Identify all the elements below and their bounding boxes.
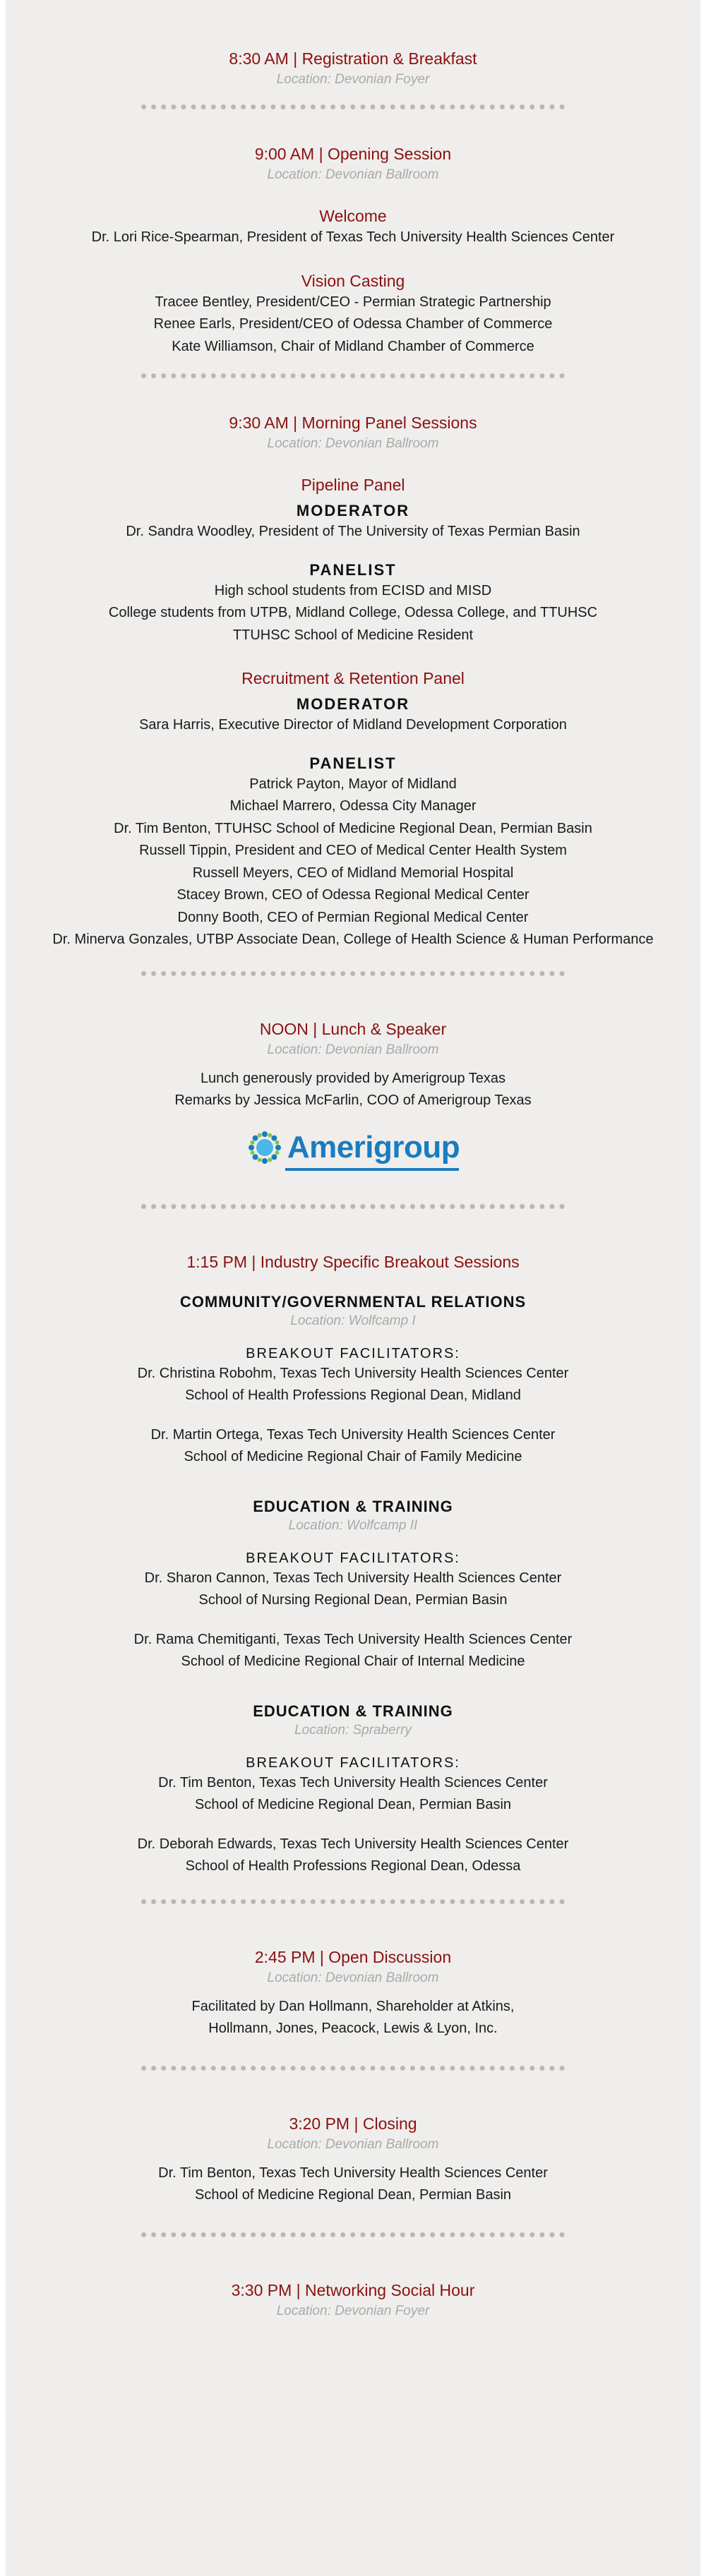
dotted-divider <box>141 971 565 976</box>
closing-line: School of Medicine Regional Dean, Permian Basin <box>194 2187 512 2203</box>
dotted-divider <box>141 104 565 109</box>
logo-underline <box>285 1168 459 1171</box>
session-time: 3:30 PM | Networking Social Hour <box>231 2280 475 2299</box>
facilitator-line: Dr. Tim Benton, Texas Tech University Health Sciences Center <box>158 1774 548 1790</box>
discussion-line: Facilitated by Dan Hollmann, Shareholder at Atkins, <box>191 1998 515 2014</box>
closing-line: Dr. Tim Benton, Texas Tech University Health Sciences Center <box>158 2165 548 2181</box>
moderator-label: MODERATOR <box>296 695 410 713</box>
agenda <box>6 0 700 2321</box>
facilitator-line: Dr. Sharon Cannon, Texas Tech University Health Sciences Center <box>144 1570 562 1586</box>
breakout-location: Location: Wolfcamp II <box>288 1517 418 1533</box>
facilitators-label: BREAKOUT FACILITATORS: <box>246 1755 460 1771</box>
session-time: 2:45 PM | Open Discussion <box>254 1947 452 1966</box>
session-time: 9:30 AM | Morning Panel Sessions <box>229 414 477 432</box>
session-time: NOON | Lunch & Speaker <box>259 1019 447 1038</box>
facilitator-line: Dr. Christina Robohm, Texas Tech University Health Sciences Center <box>137 1365 569 1381</box>
speaker-line: Dr. Lori Rice-Spearman, President of Texas Tech University Health Sciences Center <box>91 229 615 245</box>
facilitator-line: Dr. Rama Chemitiganti, Texas Tech University Health Sciences Center <box>133 1631 573 1647</box>
moderator-name: Sara Harris, Executive Director of Midland Development Corporation <box>139 717 567 733</box>
panelist-name: Dr. Minerva Gonzales, UTBP Associate Dean, College of Health Science & Human Performance <box>52 932 654 947</box>
dotted-divider <box>141 1899 565 1904</box>
dotted-divider <box>141 2066 565 2071</box>
session-location: Location: Devonian Foyer <box>276 72 430 87</box>
facilitator-line: School of Medicine Regional Chair of Family Medicine <box>184 1449 522 1464</box>
lunch-line: Remarks by Jessica McFarlin, COO of Amerigroup Texas <box>174 1093 532 1108</box>
breakout-title: EDUCATION & TRAINING <box>253 1702 453 1720</box>
panelist-name: Stacey Brown, CEO of Odessa Regional Medical Center <box>176 887 530 903</box>
discussion-line: Hollmann, Jones, Peacock, Lewis & Lyon, Inc. <box>208 2021 498 2036</box>
panelist-name: Russell Meyers, CEO of Midland Memorial Hospital <box>192 865 514 881</box>
breakout-title: COMMUNITY/GOVERNMENTAL RELATIONS <box>179 1292 527 1311</box>
dotted-divider <box>141 373 565 378</box>
subsession-title: Welcome <box>319 207 387 225</box>
panelist-name: TTUHSC School of Medicine Resident <box>232 627 474 643</box>
panelist-label: PANELIST <box>309 754 397 772</box>
facilitator-line: School of Health Professions Regional Dean, Midland <box>185 1388 521 1403</box>
panelist-label: PANELIST <box>309 560 397 579</box>
session-location: Location: Devonian Ballroom <box>267 1970 439 1985</box>
logo-wordmark: Amerigroup <box>287 1129 460 1164</box>
breakout-title: EDUCATION & TRAINING <box>253 1497 453 1515</box>
session-location: Location: Devonian Ballroom <box>267 436 439 451</box>
panel-title: Pipeline Panel <box>301 476 405 494</box>
sponsor-logo <box>6 1129 700 1179</box>
facilitator-line: School of Medicine Regional Dean, Permian Basin <box>194 1797 512 1812</box>
facilitator-line: School of Medicine Regional Chair of Internal Medicine <box>181 1654 525 1669</box>
session-location: Location: Devonian Ballroom <box>267 167 439 182</box>
lunch-line: Lunch generously provided by Amerigroup Texas <box>200 1070 506 1086</box>
facilitators-label: BREAKOUT FACILITATORS: <box>246 1345 460 1361</box>
breakout-location: Location: Spraberry <box>294 1722 412 1738</box>
panel-title: Recruitment & Retention Panel <box>241 669 465 687</box>
session-location: Location: Devonian Ballroom <box>267 1042 439 1057</box>
subsession-title: Vision Casting <box>301 271 405 290</box>
speaker-line: Kate Williamson, Chair of Midland Chamber of Commerce <box>172 338 534 354</box>
moderator-name: Dr. Sandra Woodley, President of The University of Texas Permian Basin <box>126 524 580 539</box>
session-time: 1:15 PM | Industry Specific Breakout Sessions <box>186 1252 520 1271</box>
dotted-divider <box>141 2232 565 2237</box>
agenda-card <box>6 0 700 2576</box>
moderator-label: MODERATOR <box>296 502 410 519</box>
panelist-name: Dr. Tim Benton, TTUHSC School of Medicine Regional Dean, Permian Basin <box>114 820 592 836</box>
panelist-name: Patrick Payton, Mayor of Midland <box>249 776 457 792</box>
panelist-name: Donny Booth, CEO of Permian Regional Medical Center <box>177 909 529 925</box>
session-time: 9:00 AM | Opening Session <box>254 145 452 163</box>
session-location: Location: Devonian Ballroom <box>267 2136 439 2152</box>
panelist-name: High school students from ECISD and MISD <box>214 582 492 598</box>
panelist-name: Russell Tippin, President and CEO of Medical Center Health System <box>139 843 567 858</box>
panelist-name: Michael Marrero, Odessa City Manager <box>229 798 477 814</box>
session-time: 8:30 AM | Registration & Breakfast <box>229 49 477 68</box>
session-time: 3:20 PM | Closing <box>289 2114 417 2133</box>
panelist-name: College students from UTPB, Midland College, Odessa College, and TTUHSC <box>108 605 598 620</box>
speaker-line: Renee Earls, President/CEO of Odessa Chamber of Commerce <box>153 316 553 332</box>
facilitators-label: BREAKOUT FACILITATORS: <box>246 1550 460 1566</box>
sunburst-icon <box>246 1129 283 1166</box>
facilitator-line: Dr. Martin Ortega, Texas Tech University Health Sciences Center <box>150 1426 556 1443</box>
facilitator-line: School of Health Professions Regional Dean, Odessa <box>185 1858 521 1874</box>
facilitator-line: School of Nursing Regional Dean, Permian Basin <box>198 1592 508 1608</box>
dotted-divider <box>141 1204 565 1209</box>
speaker-line: Tracee Bentley, President/CEO - Permian Strategic Partnership <box>155 294 551 310</box>
facilitator-line: Dr. Deborah Edwards, Texas Tech University Health Sciences Center <box>137 1836 569 1852</box>
breakout-location: Location: Wolfcamp I <box>290 1313 416 1328</box>
session-location: Location: Devonian Foyer <box>276 2303 430 2318</box>
